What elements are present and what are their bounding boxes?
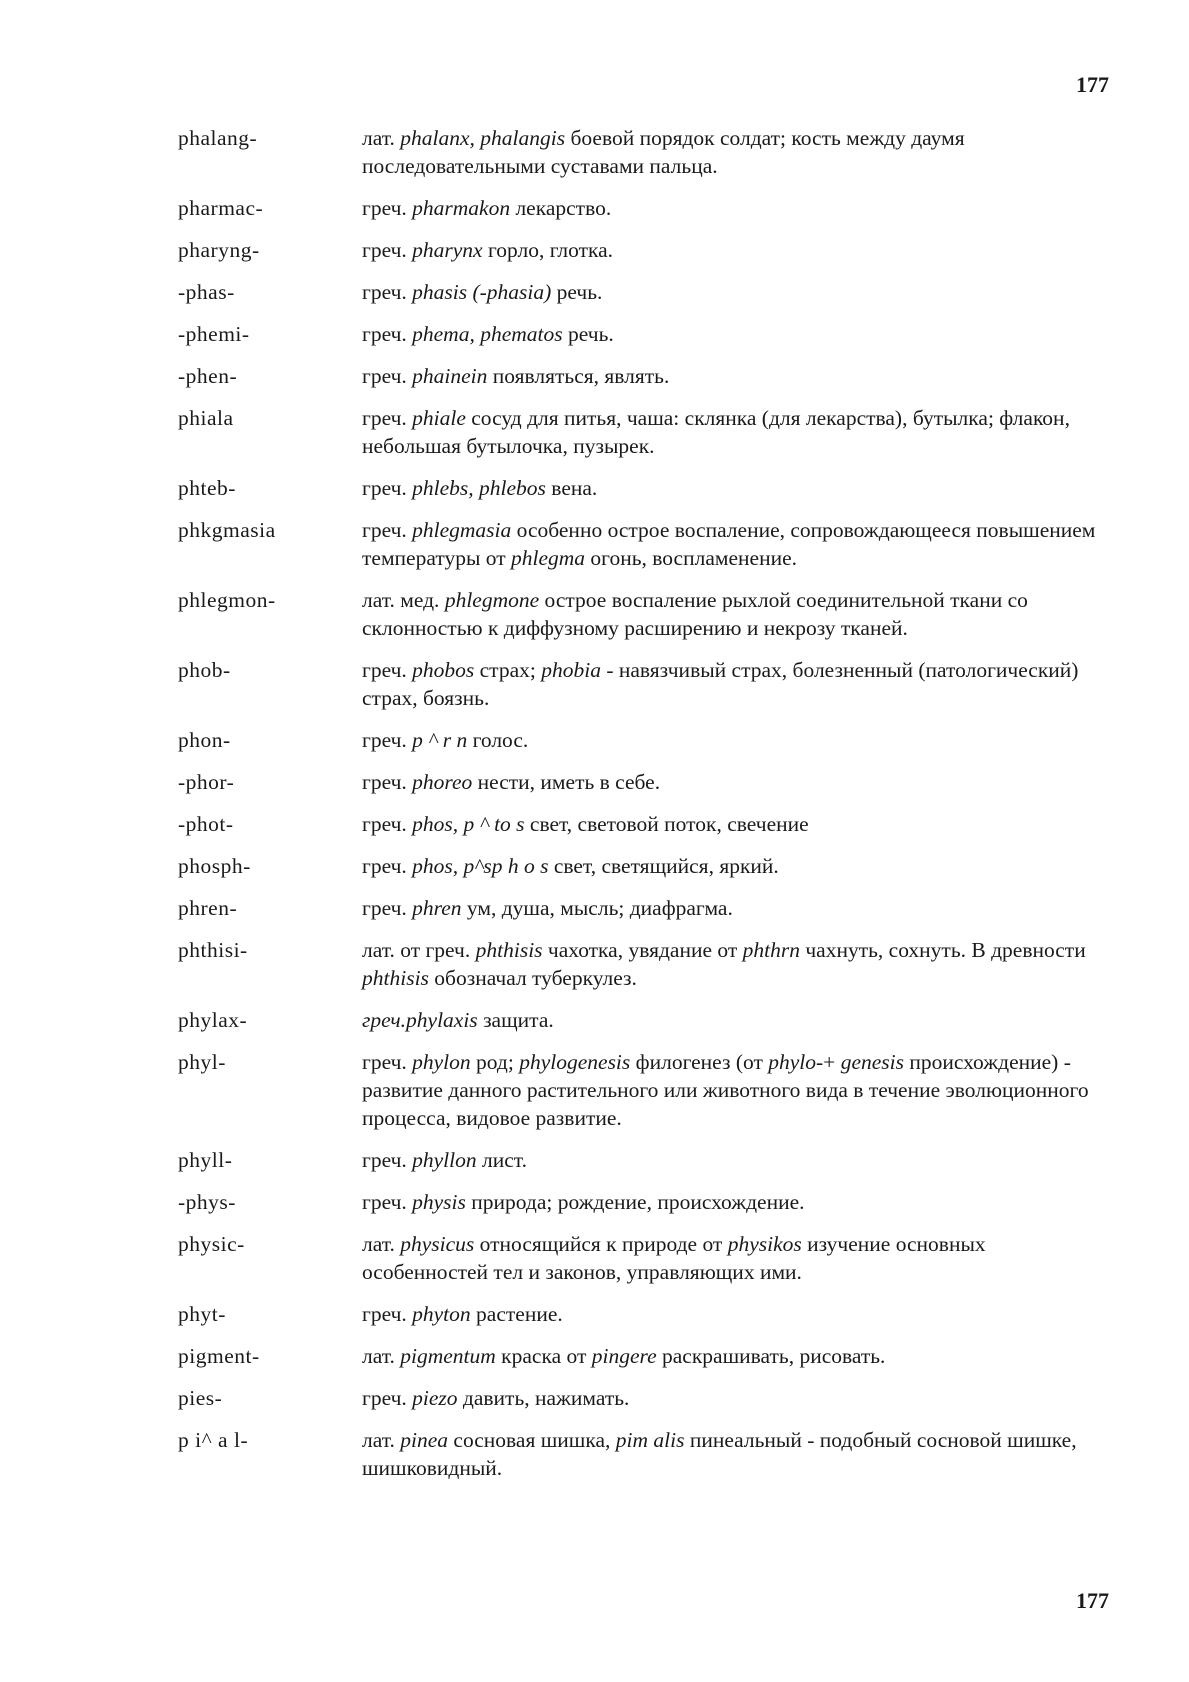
dictionary-entry bbox=[178, 516, 1108, 572]
definition-segment: защита. bbox=[477, 1008, 554, 1032]
definition-segment: греч. bbox=[362, 728, 413, 752]
entry-definition bbox=[362, 1188, 1108, 1216]
entry-term: p i^ a l- bbox=[178, 1428, 249, 1452]
definition-segment: речь. bbox=[551, 280, 603, 304]
entry-definition bbox=[362, 656, 1108, 712]
dictionary-entry bbox=[178, 404, 1108, 460]
definition-segment: лат. от греч. bbox=[362, 938, 476, 962]
definition-segment: острое воспаление рыхлой соединительной ткани со склонностью к диффузному расширению и некрозу тканей. bbox=[362, 588, 1028, 640]
definition-segment: огонь, воспламенение. bbox=[585, 546, 798, 570]
entry-term: phon- bbox=[178, 728, 231, 752]
definition-italic-segment: pingere bbox=[591, 1344, 657, 1368]
definition-segment: чахнуть, сохнуть. В древности bbox=[799, 938, 1086, 962]
definition-segment: давить, нажимать. bbox=[457, 1386, 630, 1410]
definition-segment: сосуд для питья, чаша: склянка (для лекарства), бутылка; флакон, небольшая бутылочка, пузырек. bbox=[362, 406, 1070, 458]
dictionary-entry bbox=[178, 726, 1108, 754]
entry-term: pigment- bbox=[178, 1344, 260, 1368]
dictionary-entry bbox=[178, 1048, 1108, 1132]
definition-segment: греч. bbox=[362, 812, 413, 836]
entry-definition bbox=[362, 194, 1108, 222]
entry-definition bbox=[362, 474, 1108, 502]
definition-segment: лат. мед. bbox=[362, 588, 445, 612]
entry-definition bbox=[362, 768, 1108, 796]
entry-term: phyt- bbox=[178, 1302, 226, 1326]
definition-segment: греч. bbox=[362, 196, 413, 220]
definition-segment: краска от bbox=[495, 1344, 592, 1368]
definition-segment: греч. bbox=[362, 1386, 413, 1410]
dictionary-entry bbox=[178, 810, 1108, 838]
entry-definition bbox=[362, 586, 1108, 642]
entry-definition bbox=[362, 236, 1108, 264]
definition-segment: лат. bbox=[362, 126, 401, 150]
entry-term: phren- bbox=[178, 896, 238, 920]
definition-segment: + bbox=[823, 1050, 841, 1074]
definition-segment: греч. bbox=[362, 1302, 413, 1326]
entry-term: pies- bbox=[178, 1386, 223, 1410]
dictionary-entry bbox=[178, 936, 1108, 992]
definition-segment: появляться, являть. bbox=[487, 364, 670, 388]
definition-italic-segment: pharmakon bbox=[412, 196, 511, 220]
entry-definition bbox=[362, 936, 1108, 992]
dictionary-entry bbox=[178, 1300, 1108, 1328]
entry-definition bbox=[362, 362, 1108, 390]
entry-definition bbox=[362, 852, 1108, 880]
dictionary-entry bbox=[178, 1384, 1108, 1412]
definition-segment: греч. bbox=[362, 658, 413, 682]
dictionary-entry bbox=[178, 1342, 1108, 1370]
dictionary-entry bbox=[178, 1426, 1108, 1482]
entry-term: pharyng- bbox=[178, 238, 260, 262]
page-number-top: 177 bbox=[1076, 72, 1109, 97]
definition-segment: нести, иметь в себе. bbox=[472, 770, 661, 794]
dictionary-entry bbox=[178, 1146, 1108, 1174]
definition-italic-segment: phyton bbox=[412, 1302, 471, 1326]
definition-italic-segment: phalanx, phalangis bbox=[400, 126, 566, 150]
dictionary-entry bbox=[178, 362, 1108, 390]
entry-term: phalang- bbox=[178, 126, 258, 150]
dictionary-entry bbox=[178, 194, 1108, 222]
definition-segment: чахотка, увядание от bbox=[542, 938, 743, 962]
entry-definition bbox=[362, 1426, 1108, 1482]
entry-definition bbox=[362, 320, 1108, 348]
definition-italic-segment: pigmentum bbox=[400, 1344, 496, 1368]
definition-italic-segment: phobos bbox=[412, 658, 475, 682]
definition-segment: боевой порядок солдат; кость между даумя последовательными суставами пальца. bbox=[362, 126, 965, 178]
entry-definition bbox=[362, 124, 1108, 180]
definition-segment: раскрашивать, рисовать. bbox=[656, 1344, 886, 1368]
definition-segment: лист. bbox=[476, 1148, 527, 1172]
dictionary-entry bbox=[178, 236, 1108, 264]
definition-italic-segment: phylon bbox=[412, 1050, 471, 1074]
entry-term: pharmac- bbox=[178, 196, 264, 220]
definition-italic-segment: phoreo bbox=[412, 770, 473, 794]
entry-definition bbox=[362, 726, 1108, 754]
definition-italic-segment: physikos bbox=[727, 1232, 802, 1256]
definition-italic-segment: genesis bbox=[840, 1050, 904, 1074]
definition-italic-segment: physis bbox=[412, 1190, 466, 1214]
definition-segment: происхождение) - развитие данного растительного или животного вида в течение эволюционного процесса, видовое развитие. bbox=[362, 1050, 1089, 1130]
dictionary-entry bbox=[178, 768, 1108, 796]
definition-italic-segment: phylogenesis bbox=[519, 1050, 631, 1074]
definition-italic-segment: pharynx bbox=[412, 238, 483, 262]
definition-segment: голос. bbox=[467, 728, 529, 752]
entry-term: -phas- bbox=[178, 280, 235, 304]
definition-segment: вена. bbox=[545, 476, 598, 500]
entry-term: -phys- bbox=[178, 1190, 236, 1214]
definition-segment: растение. bbox=[470, 1302, 563, 1326]
definition-segment: изучение основных особенностей тел и законов, управляющих ими. bbox=[362, 1232, 986, 1284]
entry-definition bbox=[362, 404, 1108, 460]
definition-italic-segment: phlegmasia bbox=[412, 518, 512, 542]
definition-segment: ум, душа, мысль; диафрагма. bbox=[461, 896, 733, 920]
definition-italic-segment: phthisis bbox=[362, 966, 429, 990]
entry-definition bbox=[362, 1300, 1108, 1328]
definition-segment: греч. bbox=[362, 406, 413, 430]
dictionary-entry bbox=[178, 852, 1108, 880]
definition-italic-segment: phylo- bbox=[768, 1050, 824, 1074]
definition-segment: греч. bbox=[362, 1190, 413, 1214]
definition-segment: лат. bbox=[362, 1232, 401, 1256]
definition-segment: свет, световой поток, свечение bbox=[524, 812, 809, 836]
definition-segment: греч. bbox=[362, 238, 413, 262]
entry-term: -phor- bbox=[178, 770, 235, 794]
entry-definition bbox=[362, 894, 1108, 922]
entry-definition bbox=[362, 1006, 1108, 1034]
entry-term: phkgmasia bbox=[178, 518, 276, 542]
dictionary-entry bbox=[178, 320, 1108, 348]
entry-definition bbox=[362, 278, 1108, 306]
definition-italic-segment: phthrn bbox=[742, 938, 800, 962]
definition-segment: сосновая шишка, bbox=[448, 1428, 616, 1452]
definition-italic-segment: phyllon bbox=[412, 1148, 477, 1172]
entry-term: phylax- bbox=[178, 1008, 248, 1032]
definition-italic-segment: p ^ r n bbox=[412, 728, 468, 752]
dictionary-entry bbox=[178, 656, 1108, 712]
entry-definition bbox=[362, 1048, 1108, 1132]
definition-segment: лат. bbox=[362, 1428, 401, 1452]
definition-italic-segment: pinea bbox=[400, 1428, 449, 1452]
definition-segment: особенно острое воспаление, сопровождающееся повышением температуры от bbox=[362, 518, 1096, 570]
definition-segment: относящийся к природе от bbox=[474, 1232, 728, 1256]
definition-italic-segment: phthisis bbox=[475, 938, 543, 962]
entry-definition bbox=[362, 810, 1108, 838]
entry-definition bbox=[362, 1146, 1108, 1174]
definition-segment: - навязчивый страх, болезненный (патологический) страх, боязнь. bbox=[362, 658, 1079, 710]
definition-italic-segment: phasis (-phasia) bbox=[412, 280, 552, 304]
definition-segment: филогенез (от bbox=[630, 1050, 769, 1074]
dictionary-entry bbox=[178, 894, 1108, 922]
entry-term: -phemi- bbox=[178, 322, 250, 346]
definition-italic-segment: phainein bbox=[412, 364, 488, 388]
entry-term: phyl- bbox=[178, 1050, 226, 1074]
entry-term: phlegmon- bbox=[178, 588, 276, 612]
entry-definition bbox=[362, 1230, 1108, 1286]
entry-definition bbox=[362, 516, 1108, 572]
definition-segment: греч. bbox=[362, 322, 413, 346]
dictionary-entry bbox=[178, 1230, 1108, 1286]
definition-segment: пинеальный - подобный сосновой шишке, шишковидный. bbox=[362, 1428, 1077, 1480]
dictionary-entry bbox=[178, 1006, 1108, 1034]
definition-segment: горло, глотка. bbox=[482, 238, 614, 262]
definition-italic-segment: pim alis bbox=[615, 1428, 685, 1452]
definition-segment: лекарство. bbox=[510, 196, 612, 220]
definition-segment: греч. bbox=[362, 1148, 413, 1172]
entry-term: phob- bbox=[178, 658, 231, 682]
entry-list bbox=[178, 124, 1108, 1496]
entry-term: phiala bbox=[178, 406, 234, 430]
dictionary-entry bbox=[178, 586, 1108, 642]
definition-segment: обозначал туберкулез. bbox=[428, 966, 637, 990]
dictionary-entry bbox=[178, 1188, 1108, 1216]
definition-italic-segment: physicus bbox=[400, 1232, 475, 1256]
dictionary-entry bbox=[178, 124, 1108, 180]
definition-segment: страх; bbox=[474, 658, 542, 682]
definition-italic-segment: phlebs, phlebos bbox=[412, 476, 546, 500]
definition-italic-segment: phos, p ^ to s bbox=[412, 812, 525, 836]
definition-segment: греч. bbox=[362, 854, 413, 878]
entry-term: -phot- bbox=[178, 812, 234, 836]
entry-term: phthisi- bbox=[178, 938, 248, 962]
entry-definition bbox=[362, 1342, 1108, 1370]
definition-segment: природа; рождение, происхождение. bbox=[465, 1190, 805, 1214]
definition-segment: греч. bbox=[362, 364, 413, 388]
entry-term: phosph- bbox=[178, 854, 251, 878]
definition-segment: греч. bbox=[362, 518, 413, 542]
dictionary-entry bbox=[178, 474, 1108, 502]
definition-italic-segment: phlegma bbox=[511, 546, 586, 570]
definition-italic-segment: phren bbox=[412, 896, 462, 920]
definition-segment: греч. bbox=[362, 280, 413, 304]
entry-term: phteb- bbox=[178, 476, 236, 500]
definition-segment: греч. bbox=[362, 1050, 413, 1074]
entry-term: phyll- bbox=[178, 1148, 233, 1172]
definition-italic-segment: piezo bbox=[412, 1386, 458, 1410]
definition-segment: свет, светящийся, яркий. bbox=[548, 854, 779, 878]
definition-segment: греч. bbox=[362, 476, 413, 500]
definition-segment: лат. bbox=[362, 1344, 401, 1368]
dictionary-entry bbox=[178, 278, 1108, 306]
definition-segment: греч. bbox=[362, 770, 413, 794]
definition-segment: род; bbox=[470, 1050, 520, 1074]
entry-definition bbox=[362, 1384, 1108, 1412]
definition-segment: греч. bbox=[362, 896, 413, 920]
entry-term: -phen- bbox=[178, 364, 238, 388]
definition-italic-segment: phobia bbox=[541, 658, 601, 682]
entry-term: physic- bbox=[178, 1232, 245, 1256]
definition-italic-segment: phlegmone bbox=[444, 588, 540, 612]
definition-segment: речь. bbox=[562, 322, 614, 346]
definition-italic-segment: phiale bbox=[412, 406, 466, 430]
page-number-bottom: 177 bbox=[1076, 1588, 1109, 1613]
definition-italic-segment: греч.phylaxis bbox=[362, 1008, 478, 1032]
definition-italic-segment: phema, phematos bbox=[412, 322, 563, 346]
definition-italic-segment: phos, p^sp h o s bbox=[412, 854, 549, 878]
